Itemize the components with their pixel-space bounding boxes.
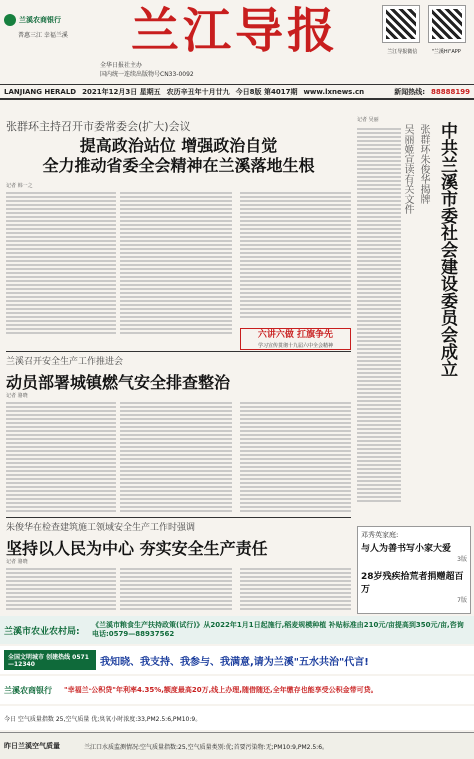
right-subhead: 张群环朱俊华揭牌 [418,124,429,204]
air-quality-today [0,706,474,730]
dateline-bar [0,84,474,100]
teaser-kicker: 邓秀英家庭: [361,531,399,539]
teaser-headline[interactable]: 与人为善书写小家大爱 [361,544,452,554]
bank-logo-row [4,14,94,26]
issue-date: 2021年12月3日 星期五 [82,87,161,96]
agri-bureau-banner [0,616,474,644]
sec2-kicker: 兰溪召开安全生产工作推进会 [6,357,124,367]
sec2-body-col3 [240,400,351,514]
website[interactable]: www.lxnews.cn [303,87,365,96]
right-headline[interactable]: 中共兰溪市委社会建设委员会成立 [437,122,457,377]
issue-number: 今日8版 第4017期 [235,87,298,96]
hotline-label: 新闻热线: [394,87,426,96]
air-quality-text: 今日 空气质量指数 25,空气质量 优;臭氧小时浓度:33,PM2.5:6,PM10:9。 [4,715,202,723]
water-banner [0,646,474,674]
right-byline: 记者 吴丽 [357,117,379,123]
publisher-info [100,60,340,82]
banner-label: 兰溪农商银行 [4,685,52,695]
page-teaser-box [357,526,471,614]
sec3-headline[interactable]: 坚持以人民为中心 夯实安全生产责任 [6,539,268,558]
bank-slogan: 普惠三江 幸福兰溪 [18,32,68,39]
hotline-number: 88888199 [431,87,470,96]
lead-body-col1 [6,190,116,340]
lunar-date: 农历辛丑年十月廿九 [166,87,230,96]
sec3-body-col1 [6,566,116,612]
sec2-headline[interactable]: 动员部署城镇燃气安全排查整治 [6,373,231,392]
masthead: 兰江导报 [130,3,339,59]
sec3-kicker: 朱俊华在检查建筑施工领域安全生产工作时强调 [6,523,196,533]
banner-text: 兰江口水质监测情况:空气质量指数:25,空气质量类别:优;首要污染物:无;PM10:9,PM2.5:6。 [84,743,329,751]
lead-body-col2 [120,190,232,340]
sec2-body-col2 [120,400,232,514]
bank-name: 兰溪农商银行 [19,16,61,24]
bank-loan-banner [0,676,474,704]
air-quality-yesterday [0,732,474,759]
campaign-title: 六讲六做 扛旗争先 [257,330,334,340]
paper-name-en: LANJIANG HERALD [4,87,77,96]
sec2-byline: 记者 骆晓 [6,393,28,399]
qr-label: "兰溪Hi"APP [431,49,461,55]
teaser-page: 7版 [457,597,467,604]
publisher-line: 全华日报社主办 [100,62,143,69]
divider [6,517,351,518]
lead-kicker: 张群环主持召开市委常委会(扩大)会议 [6,120,191,133]
lead-headline-line: 提高政治站位 增强政治自觉 [79,136,278,155]
qr-codes [380,6,468,76]
banner-label: 昨日兰溪空气质量 [4,742,60,750]
header-ad-bank [4,4,94,80]
publisher-line: 国内统一连续出版物号CN33-0092 [100,71,194,78]
sec3-body-col2 [120,566,232,612]
banner-label: 全国文明城市 创建热线 0571—12340 [4,650,96,670]
sec2-body-col1 [6,400,116,514]
banner-text: "幸福兰·公积贷"年利率4.35%,额度最高20万,线上办理,随借随还,全年缴存也能享受公积金带可贷。 [64,685,378,694]
teaser-headline[interactable]: 28岁残疾拾荒者捐赠超百万 [361,572,464,595]
banner-text: 《兰溪市粮食生产扶持政策(试行)》从2022年1月1日起施行,稻麦规模种植 补贴标准由210元/亩提高到350元/亩,咨询电话:0579—88937562 [92,621,464,638]
right-body [357,126,401,521]
bank-logo-icon [4,14,16,26]
lead-byline: 记者 韩一之 [6,183,33,189]
divider [6,351,351,352]
sec3-byline: 记者 骆晓 [6,559,28,565]
right-column-story [357,106,471,526]
banner-text: 我知晓、我支持、我参与、我满意,请为兰溪"五水共治"代言! [100,656,369,668]
lead-headline[interactable] [6,136,351,176]
banner-label: 兰溪市农业农村局: [4,626,80,637]
sec3-body-col3 [240,566,351,612]
teaser-page: 3版 [457,556,467,563]
qr-label: 兰江导报微信 [387,49,418,55]
campaign-box [240,328,351,350]
qr-code-icon [383,6,419,42]
campaign-subtitle: 学习宣传贯彻十九届六中全会精神 [257,343,333,349]
lead-body-col3 [240,190,351,324]
right-subhead: 吴丽姬宣读有关文件 [402,124,413,214]
qr-code-icon [429,6,465,42]
lead-headline-line: 全力推动省委全会精神在兰溪落地生根 [42,156,315,175]
